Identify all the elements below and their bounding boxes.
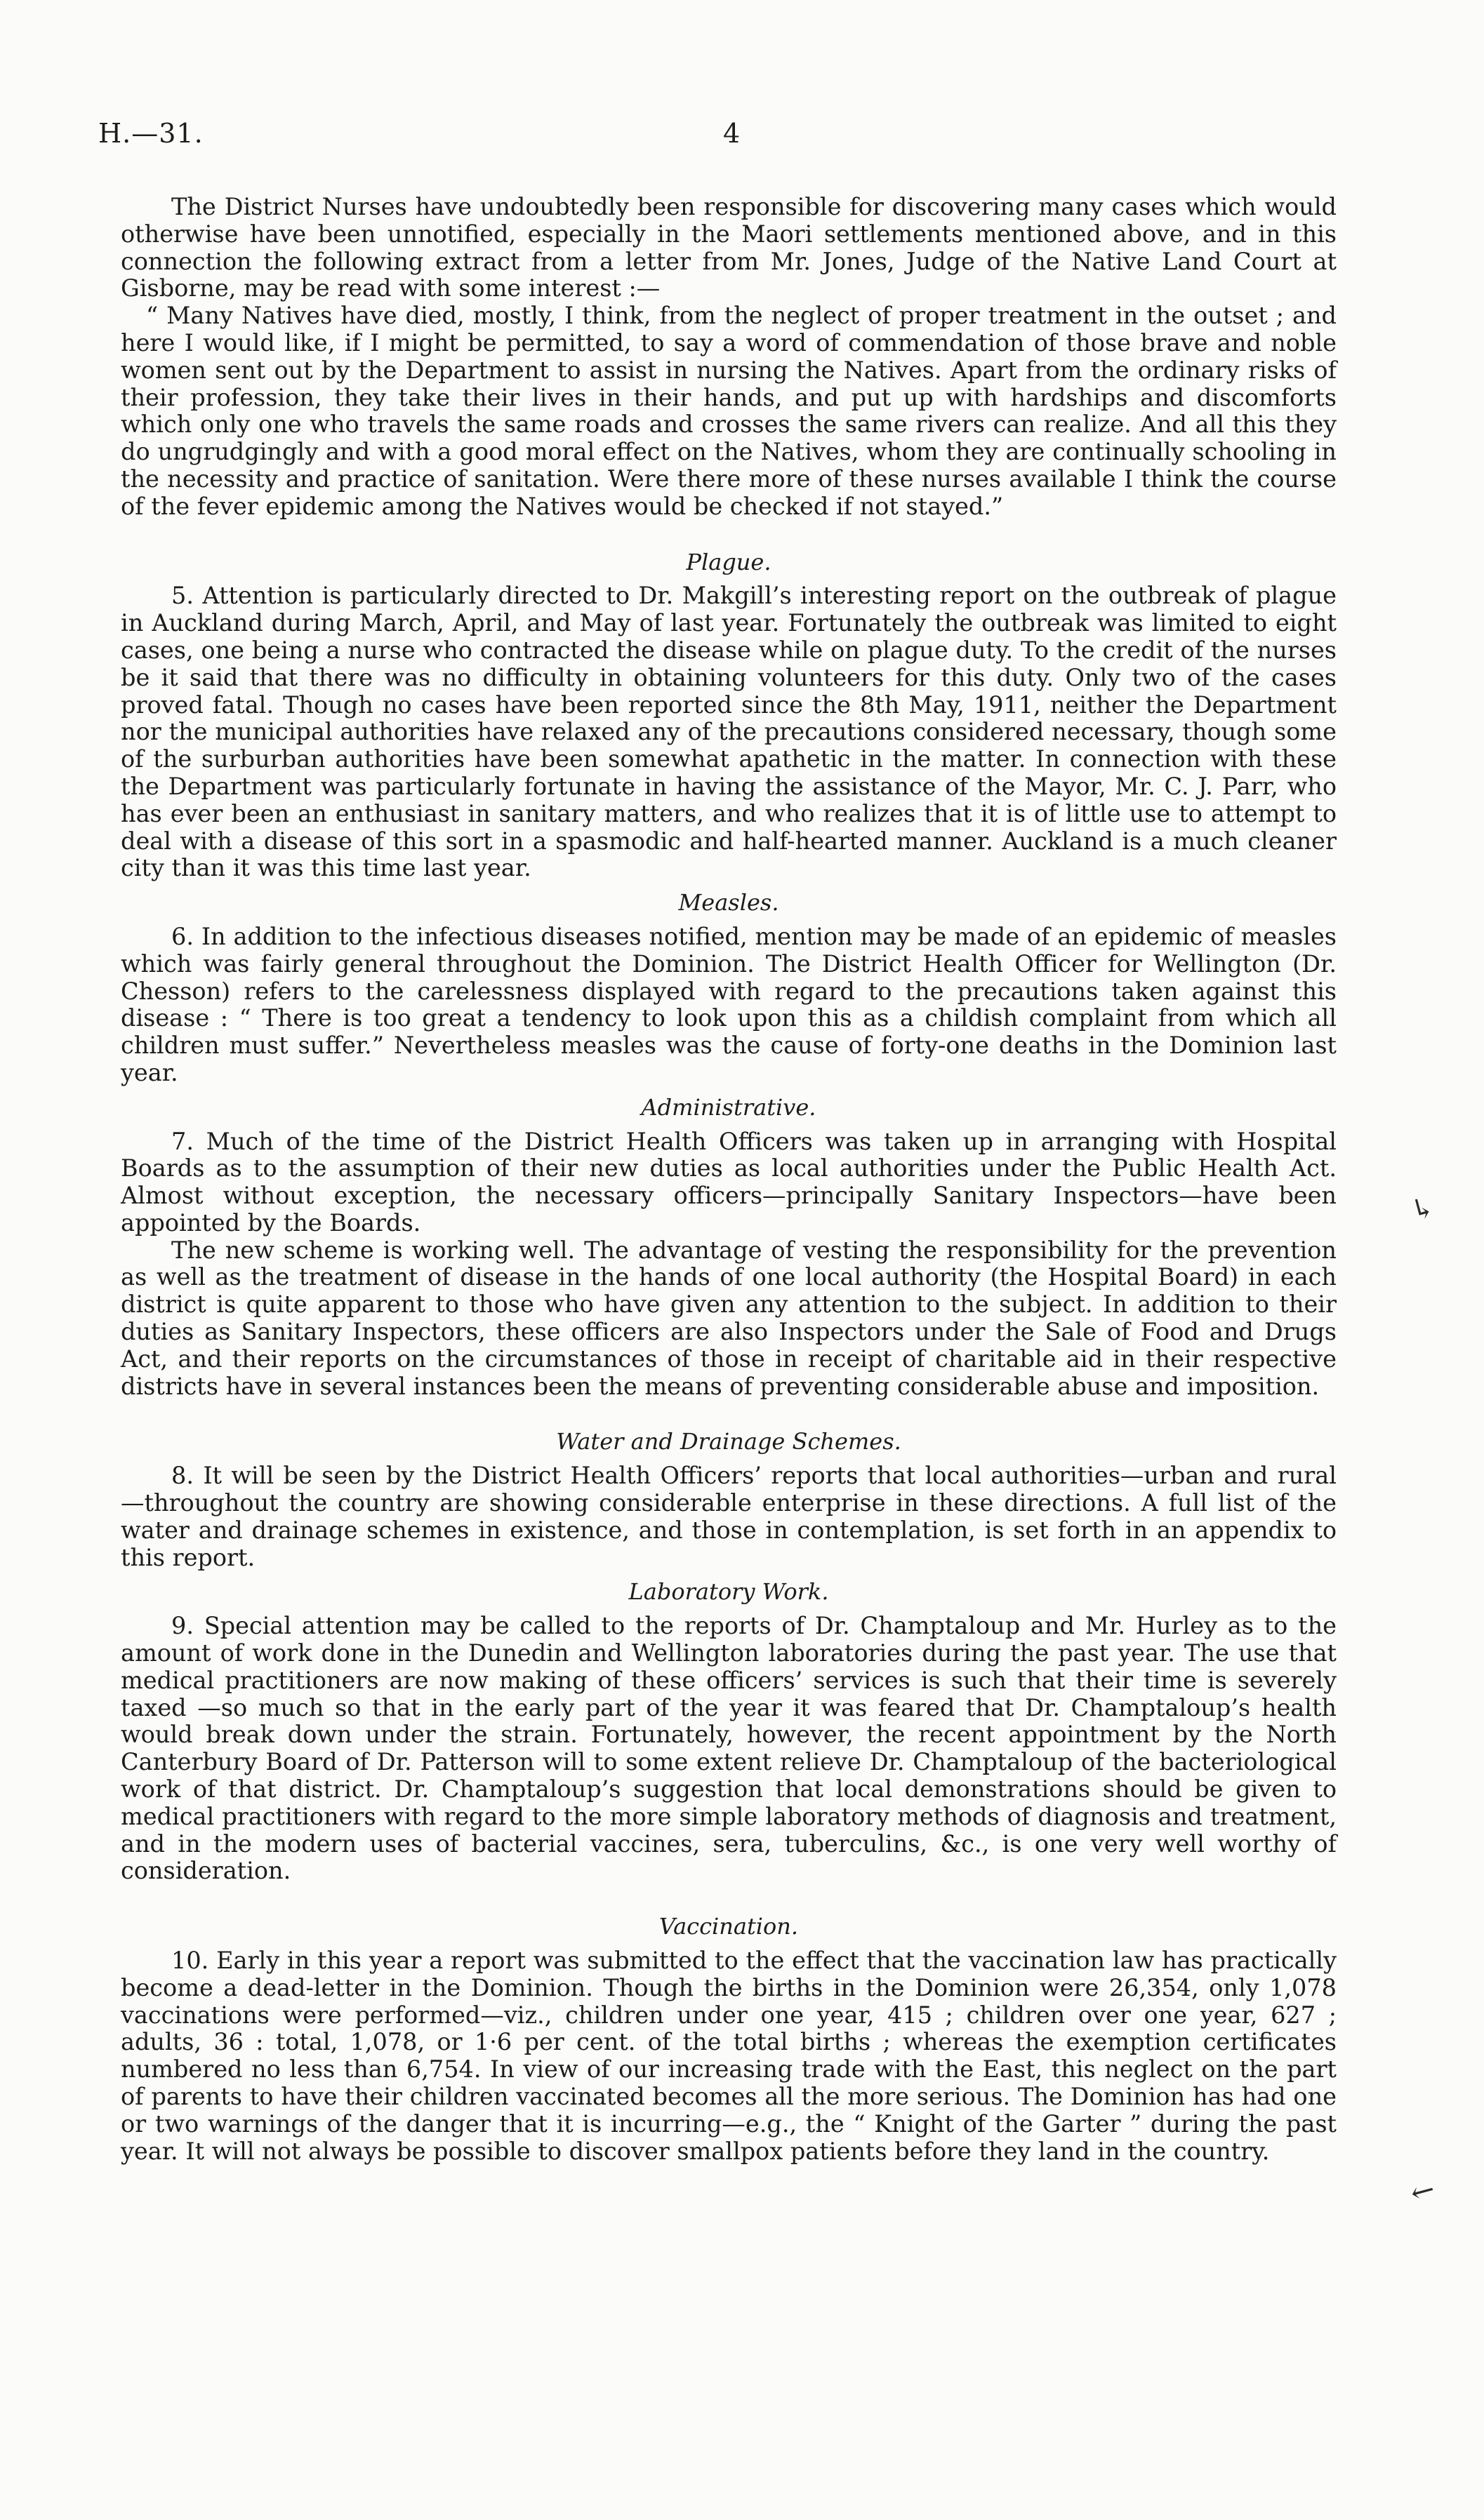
water-drainage-paragraph: 8. It will be seen by the District Health Officers’ reports that local authorities—urban and rural —throughout the country are showing considerable enterprise in these directions. A full list of the water and drainage schemes in existence, and those in contemplation, is set forth in an appendix to this report. <box>121 1462 1337 1571</box>
section-heading-laboratory: Laboratory Work. <box>628 1578 829 1606</box>
plague-paragraph: 5. Attention is particularly directed to Dr. Makgill’s interesting report on the outbreak of plague in Auckland during March, April, and May of last year. Fortunately the outbreak was limited to eight cases, one being a nurse who contracted the disease while on plague duty. To the credit of the nurses be it said that there was no difficulty in obtaining volunteers for this duty. Only two of the cases proved fatal. Though no cases have been reported since the 8th May, 1911, neither the Department nor the municipal authorities have relaxed any of the precautions considered necessary, though some of the surburban authorities have been somewhat apathetic in the matter. In connection with these the Department was particularly fortunate in having the assistance of the Mayor, Mr. C. J. Parr, who has ever been an enthusiast in sanitary matters, and who realizes that it is of little use to attempt to deal with a disease of this sort in a spasmodic and half-hearted manner. Auckland is a much cleaner city than it was this time last year. <box>121 582 1337 882</box>
laboratory-paragraph: 9. Special attention may be called to the reports of Dr. Champtaloup and Mr. Hurley as to the amount of work done in the Dunedin and Wellington laboratories during the past year. The use that medical practitioners are now making of these officers’ services is such that their time is severely taxed —so much so that in the early part of the year it was feared that Dr. Champtaloup’s health would break down under the strain. Fortunately, however, the recent appointment by the North Canterbury Board of Dr. Patterson will to some extent relieve Dr. Champtaloup of the bacteriological work of that district. Dr. Champtaloup’s suggestion that local demonstrations should be given to medical practitioners with regard to the more simple laboratory methods of diagnosis and treatment, and in the modern uses of bacterial vaccines, sera, tuberculins, &c., is one very well worthy of consideration. <box>121 1612 1337 1885</box>
section-heading-administrative: Administrative. <box>641 1093 816 1121</box>
margin-mark-icon: ← <box>1407 2173 1438 2211</box>
section-heading-water-drainage: Water and Drainage Schemes. <box>556 1428 901 1455</box>
page-header <box>98 118 1334 160</box>
margin-mark-icon: ↳ <box>1407 1190 1438 1228</box>
report-body <box>121 194 1337 2165</box>
vaccination-paragraph: 10. Early in this year a report was submitted to the effect that the vaccination law has practically become a dead-letter in the Dominion. Though the births in the Dominion were 26,354, only 1,078 vaccinations were performed—viz., children under one year, 415 ; children over one year, 627 ; adults, 36 : total, 1,078, or 1·6 per cent. of the total births ; whereas the exemption certificates numbered no less than 6,754. In view of our increasing trade with the East, this neglect on the part of parents to have their children vaccinated becomes all the more serious. The Dominion has had one or two warnings of the danger that it is incurring—e.g., the “ Knight of the Garter ” during the past year. It will not always be possible to discover smallpox patients before they land in the country. <box>121 1947 1337 2165</box>
page-number: 4 <box>723 118 741 149</box>
section-heading-measles: Measles. <box>678 889 779 916</box>
quoted-letter: “ Many Natives have died, mostly, I think, from the neglect of proper treatment in the outset ; and here I would like, if I might be permitted, to say a word of commendation of those brave and noble women sent out by the Department to assist in nursing the Natives. Apart from the ordinary risks of their profession, they take their lives in their hands, and put up with hardships and discomforts which only one who travels the same roads and crosses the same rivers can realize. And all this they do ungrudgingly and with a good moral effect on the Natives, whom they are continually schooling in the necessity and practice of sanitation. Were there more of these nurses available I think the course of the fever epidemic among the Natives would be checked if not stayed.” <box>121 302 1337 520</box>
administrative-paragraph-1: 7. Much of the time of the District Health Officers was taken up in arranging with Hospital Boards as to the assumption of their new duties as local authorities under the Public Health Act. Almost without exception, the necessary officers—principally Sanitary Inspectors—have been appointed by the Boards. <box>121 1127 1337 1236</box>
administrative-paragraph-2: The new scheme is working well. The advantage of vesting the responsibility for the prevention as well as the treatment of disease in the hands of one local authority (the Hospital Board) in each district is quite apparent to those who have given any attention to the subject. In addition to their duties as Sanitary Inspectors, these officers are also Inspectors under the Sale of Food and Drugs Act, and their reports on the circumstances of those in receipt of charitable aid in their respective districts have in several instances been the means of preventing considerable abuse and imposition. <box>121 1236 1337 1400</box>
measles-paragraph: 6. In addition to the infectious diseases notified, mention may be made of an epidemic of measles which was fairly general throughout the Dominion. The District Health Officer for Wellington (Dr. Chesson) refers to the carelessness displayed with regard to the precautions taken against this disease : “ There is too great a tendency to look upon this as a childish complaint from which all children must suffer.” Nevertheless measles was the cause of forty-one deaths in the Dominion last year. <box>121 922 1337 1086</box>
section-heading-plague: Plague. <box>686 548 771 575</box>
intro-paragraph: The District Nurses have undoubtedly been responsible for discovering many cases which would otherwise have been unnotified, especially in the Maori settlements mentioned above, and in this connection the following extract from a letter from Mr. Jones, Judge of the Native Land Court at Gisborne, may be read with some interest :— <box>121 193 1337 302</box>
section-heading-vaccination: Vaccination. <box>658 1913 799 1940</box>
report-reference: H.—31. <box>98 118 204 149</box>
